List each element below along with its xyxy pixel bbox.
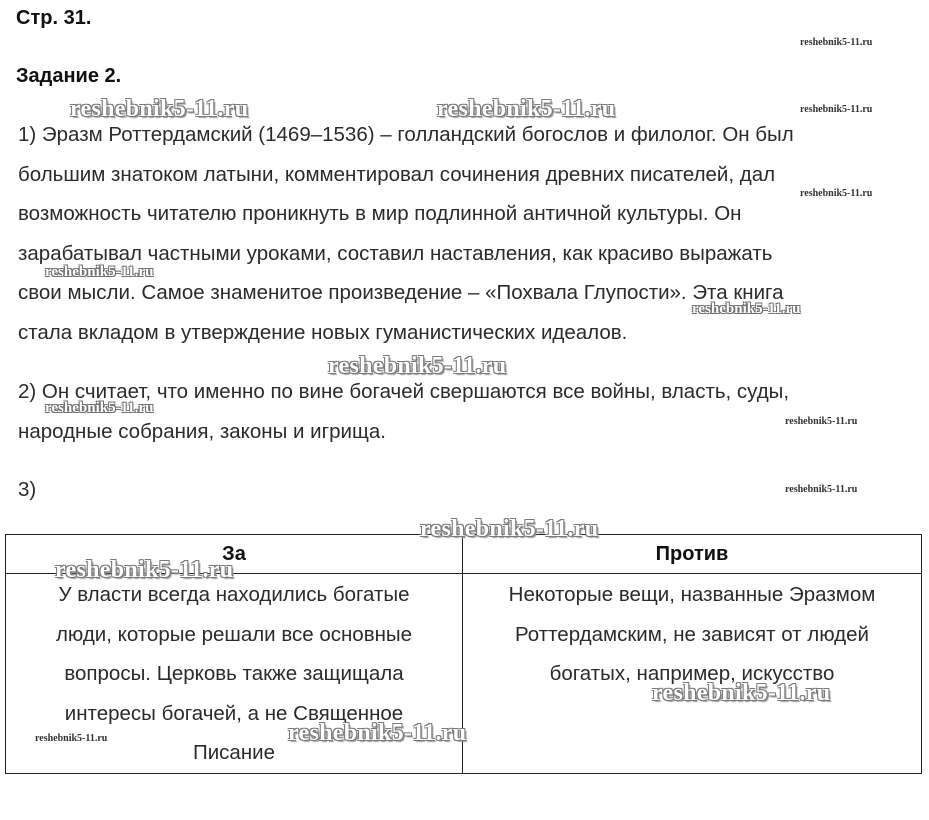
watermark: reshebnik5-11.ru: [800, 188, 873, 199]
cell-for-line: Писание: [192, 741, 275, 764]
watermark: reshebnik5-11.ru: [328, 353, 507, 379]
cell-against-line: богатых, например, искусство: [549, 662, 835, 685]
header-for: За: [6, 535, 463, 574]
watermark: reshebnik5-11.ru: [437, 96, 616, 122]
watermark: reshebnik5-11.ru: [45, 264, 154, 280]
answer-2-line: народные собрания, законы и игрища.: [18, 419, 386, 443]
watermark: reshebnik5-11.ru: [420, 516, 599, 542]
watermark: reshebnik5-11.ru: [800, 104, 873, 115]
cell-against: [463, 574, 922, 774]
answer-2-line: 2) Он считает, что именно по вине богачей свершаются все войны, власть, суды,: [18, 380, 790, 403]
watermark: reshebnik5-11.ru: [785, 416, 858, 427]
watermark: reshebnik5-11.ru: [45, 400, 154, 416]
answer-1-line: свои мысли. Самое знаменитое произведение – «Похвала Глупости». Эта книга: [18, 281, 784, 304]
cell-for-line: интересы богачей, а не Священное: [64, 701, 404, 725]
cell-for-line: У власти всегда находились богатые: [58, 583, 410, 606]
cell-against-line: Некоторые вещи, названные Эразмом: [508, 583, 876, 606]
watermark: reshebnik5-11.ru: [55, 557, 234, 583]
answer-1-line: большим знатоком латыни, комментировал сочинения древних писателей, дал: [18, 162, 776, 186]
watermark: reshebnik5-11.ru: [785, 484, 858, 495]
header-against: Против: [463, 535, 922, 574]
answer-1-line: возможность читателю проникнуть в мир подлинной античной культуры. Он: [18, 202, 742, 225]
task-title: Задание 2.: [16, 65, 122, 87]
answer-1-line: 1) Эразм Роттердамский (1469–1536) – голландский богослов и филолог. Он был: [18, 123, 794, 146]
cell-for-line: вопросы. Церковь также защищала: [64, 662, 404, 685]
cell-against-line: Роттердамским, не зависят от людей: [515, 622, 869, 646]
answer-3-label-text: 3): [18, 478, 37, 501]
answer-3-label: [18, 470, 918, 510]
cell-for-line: люди, которые решали все основные: [55, 622, 413, 646]
watermark: reshebnik5-11.ru: [692, 301, 801, 317]
watermark: reshebnik5-11.ru: [70, 96, 249, 122]
answer-1-line: зарабатывал частными уроками, составил наставления, как красиво выражать: [18, 241, 773, 265]
page-label: Стр. 31.: [16, 7, 92, 29]
watermark: reshebnik5-11.ru: [652, 680, 831, 706]
watermark: reshebnik5-11.ru: [288, 720, 467, 746]
watermark: reshebnik5-11.ru: [35, 733, 108, 744]
watermark: reshebnik5-11.ru: [800, 37, 873, 48]
answer-1-line: стала вкладом в утверждение новых гуманистических идеалов.: [18, 320, 628, 344]
